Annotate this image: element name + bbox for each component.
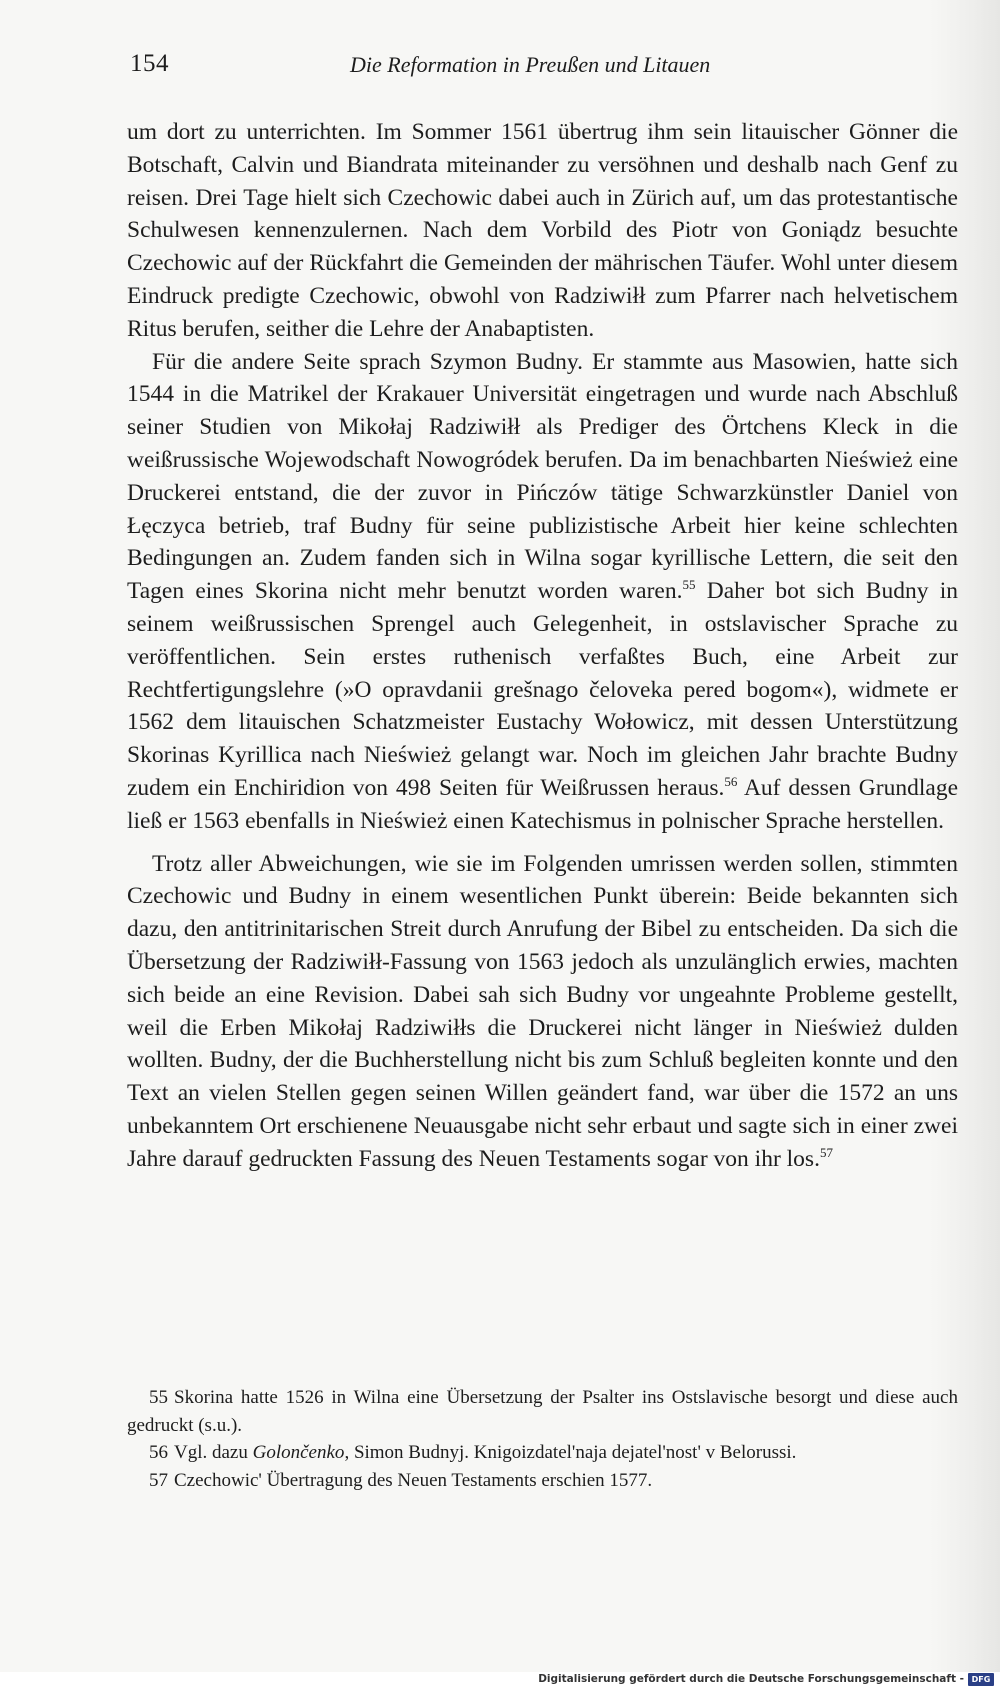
footnote-text: Czechowic' Übertragung des Neuen Testaments erschien 1577.: [174, 1469, 653, 1491]
paragraph-3-text: Trotz aller Abweichungen, wie sie im Folgenden umrissen werden sollen, stimmten Czechowic und Budny in einem wesentlichen Punkt überein: Beide bekannten sich dazu, den antitrinitarischen Streit durch Anrufung der Bibel zu entscheiden. Da sich die Übersetzung der Radziwiłł-Fassung von 1563 jedoch als unzulänglich erwies, machten sich beide an eine Revision. Dabei sah sich Budny vor ungeahnte Probleme gestellt, weil die Erben Mikołaj Radziwiłłs die Druckerei nicht länger in Nieśwież dulden wollten. Budny, der die Buchherstellung nicht bis zum Schluß begleiten konnte und den Text an vielen Stellen gegen seinen Willen geändert fand, war über die 1572 an uns unbekanntem Ort erschienene Neuausgabe nicht sehr erbaut und sagte sich in einer zwei Jahre darauf gedruckten Fassung des Neuen Testaments sogar von ihr los.: [127, 850, 958, 1172]
body-text: [127, 116, 958, 1176]
footnote-text: Skorina hatte 1526 in Wilna eine Übersetzung der Psalter ins Ostslavische besorgt und diese auch gedruckt (s.u.).: [127, 1387, 958, 1436]
footnote-ref-55: 55: [682, 577, 696, 593]
paragraph-3: [127, 848, 958, 1176]
digitization-credit: Digitalisierung gefördert durch die Deutsche Forschungsgemeinschaft -: [538, 1673, 964, 1685]
page-number: 154: [130, 50, 169, 77]
paragraph-2-text-b: Daher bot sich Budny in seinem weißrussischen Sprengel auch Gelegenheit, in ostslavischer Sprache zu veröffentlichen. Sein erstes ruthenisch verfaßtes Buch, eine Arbeit zur Rechtfertigungslehre (»O opravdanii grešnago čeloveka pered bogom«), widmete er 1562 dem litauischen Schatzmeister Eustachy Wołowicz, mit dessen Unterstützung Skorinas Kyrillica nach Nieśwież gelangt war. Noch im gleichen Jahr brachte Budny zudem ein Enchiridion von 498 Seiten für Weißrussen heraus.: [127, 578, 958, 801]
footnote-ref-57: 57: [819, 1144, 833, 1160]
footnote-ref-56: 56: [724, 774, 738, 790]
paragraph-2: [127, 346, 958, 838]
footnote-text-post: , Simon Budnyj. Knigoizdatel'naja dejatel'nost' v Belorussi.: [344, 1442, 797, 1463]
footnote-text-pre: Vgl. dazu: [174, 1442, 253, 1463]
footnotes: [127, 1384, 958, 1494]
footnote-number: 55: [149, 1387, 168, 1408]
footnote-author: Golončenko: [252, 1442, 345, 1463]
footnote-number: 57: [149, 1469, 168, 1491]
paragraph-1: um dort zu unterrichten. Im Sommer 1561 übertrug ihm sein litauischer Gönner die Botschaft, Calvin und Biandrata miteinander zu versöhnen und deshalb nach Genf zu reisen. Drei Tage hielt sich Czechowic dabei auch in Zürich auf, um das protestantische Schulwesen kennenzulernen. Nach dem Vorbild des Piotr von Goniądz besuchte Czechowic auf der Rückfahrt die Gemeinden der mährischen Täufer. Wohl unter diesem Eindruck predigte Czechowic, obwohl von Radziwiłł zum Pfarrer nach helvetischem Ritus berufen, seither die Lehre der Anabaptisten.: [127, 119, 958, 342]
paragraph-2-text-a: Für die andere Seite sprach Szymon Budny. Er stammte aus Masowien, hatte sich 1544 in die Matrikel der Krakauer Universität eingetragen und wurde nach Abschluß seiner Studien von Mikołaj Radziwiłł als Prediger des Örtchens Kleck in die weißrussische Wojewodschaft Nowogródek berufen. Da im benachbarten Nieśwież eine Druckerei entstand, die der zuvor in Pińczów tätige Schwarzkünstler Daniel von Łęczyca betrieb, traf Budny für seine publizistische Arbeit hier keine schlechten Bedingungen an. Zudem fanden sich in Wilna sogar kyrillische Lettern, die seit den Tagen eines Skorina nicht mehr benutzt worden waren.: [127, 348, 958, 605]
footnote-55: [127, 1384, 958, 1439]
footnote-57: [127, 1467, 958, 1495]
footnote-56: [127, 1439, 958, 1467]
paragraph-2-text-c: Auf dessen Grundlage ließ er 1563 ebenfalls in Nieśwież einen Katechismus in polnischer Sprache herstellen.: [127, 774, 958, 834]
running-title: Die Reformation in Preußen und Litauen: [350, 52, 711, 77]
footnote-number: 56: [149, 1442, 168, 1463]
dfg-logo-icon: DFG: [968, 1673, 994, 1686]
